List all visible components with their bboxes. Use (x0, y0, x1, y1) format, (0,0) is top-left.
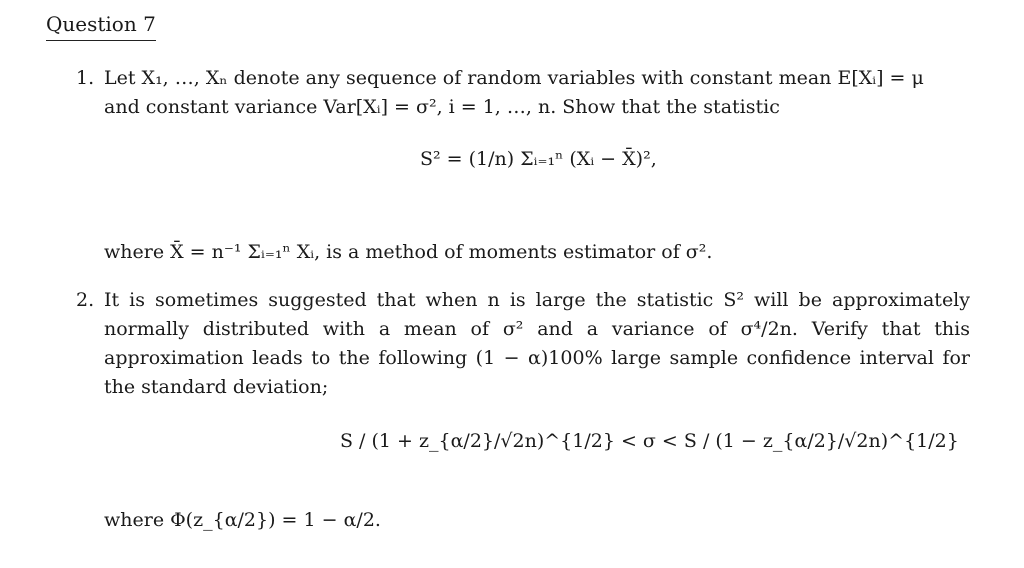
part-number: 1. (76, 67, 95, 89)
s-squared-formula: S² = (1/n) Σᵢ₌₁ⁿ (Xᵢ − X̄)², (420, 148, 657, 170)
part-2-where (76, 506, 970, 535)
part-1-where-text: where X̄ = n⁻¹ Σᵢ₌₁ⁿ Xᵢ, is a method of moments estimator of σ². (104, 241, 713, 263)
question-part-2 (76, 286, 970, 402)
part-1-line-2: and constant variance Var[Xᵢ] = σ², i = 1, …, n. Show that the statistic (104, 96, 780, 118)
question-title: Question 7 (46, 12, 156, 41)
part-1-where (76, 238, 970, 267)
part-2-where-text: where Φ(z_{α/2}) = 1 − α/2. (104, 509, 381, 531)
confidence-interval-formula: S / (1 + z_{α/2}/√2n)^{1/2} < σ < S / (1 − z_{α/2}/√2n)^{1/2} (340, 430, 959, 452)
part-2-text: It is sometimes suggested that when n is large the statistic S² will be approximately normally distributed with a mean of σ² and a variance of σ⁴/2n. Verify that this approximation leads to the following (1 − α)100% large sample confidence interval for the standard deviation; (104, 289, 970, 398)
question-part-1 (76, 64, 970, 122)
part-number: 2. (76, 289, 95, 311)
part-1-line-1: Let X₁, …, Xₙ denote any sequence of random variables with constant mean E[Xᵢ] = μ (104, 67, 924, 89)
